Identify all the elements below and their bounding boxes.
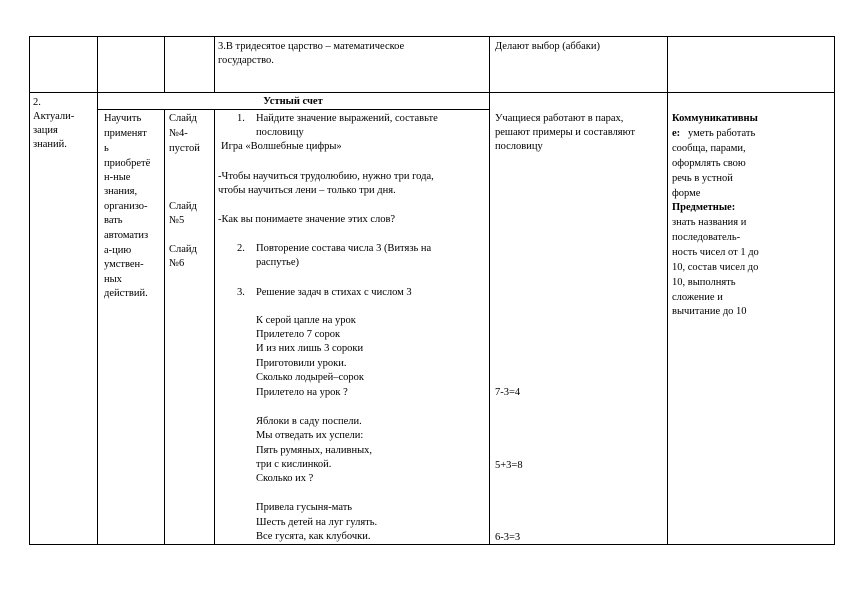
poem-line: Прилетело 7 сорок bbox=[256, 329, 341, 340]
poem-line: три с кислинкой. bbox=[256, 459, 332, 470]
poem-line: Сколько их ? bbox=[256, 473, 314, 484]
col-line-6 bbox=[834, 36, 835, 545]
slide-label: Слайд bbox=[169, 201, 197, 212]
poem-line: К серой цапле на урок bbox=[256, 315, 356, 326]
uud-text: оформлять свою bbox=[672, 158, 746, 169]
item-text: Решение задач в стихах с числом 3 bbox=[256, 287, 412, 298]
activity-text: Делают выбор (аббаки) bbox=[495, 41, 600, 52]
item-text: пословицу bbox=[256, 127, 304, 138]
table-border-top bbox=[29, 36, 835, 37]
slide-label: Слайд bbox=[169, 244, 197, 255]
slide-label: №6 bbox=[169, 258, 185, 269]
poem-line: И из них лишь 3 сороки bbox=[256, 343, 364, 354]
item-text: Найдите значение выражений, составьте bbox=[256, 113, 438, 124]
student-activity-line: решают примеры и составляют bbox=[495, 127, 635, 138]
col-line-4 bbox=[489, 36, 490, 545]
answer-value: 6-3=3 bbox=[495, 532, 521, 543]
poem-line: Приготовили уроки. bbox=[256, 358, 347, 369]
uud-text: форме bbox=[672, 188, 701, 199]
uud-text: ность чисел от 1 до bbox=[672, 247, 759, 258]
uud-text: уметь работать bbox=[688, 128, 756, 139]
uud-text: знать названия и bbox=[672, 217, 747, 228]
poem-line: Все гусята, как клубочки. bbox=[256, 531, 371, 542]
goal-line: приобретё bbox=[104, 158, 151, 169]
poem-line: Привела гусыня-мать bbox=[256, 502, 353, 513]
goal-line: а-цию bbox=[104, 245, 132, 256]
col-line-1 bbox=[97, 36, 98, 545]
goal-line: ных bbox=[104, 274, 122, 285]
game-title: Игра «Волшебные цифры» bbox=[221, 141, 342, 152]
goal-line: Научить bbox=[104, 113, 142, 124]
uud-text: вычитание до 10 bbox=[672, 306, 747, 317]
answer-value: 7-3=4 bbox=[495, 387, 521, 398]
col-line-3 bbox=[214, 36, 215, 93]
answer-value: 5+3=8 bbox=[495, 460, 523, 471]
uud-text: последователь- bbox=[672, 232, 741, 243]
proverb-line: чтобы научиться лени – только три дня. bbox=[218, 185, 396, 196]
goal-line: действий. bbox=[104, 288, 148, 299]
goal-line: знания, bbox=[104, 186, 138, 197]
stage-label: зация bbox=[33, 125, 58, 136]
stage-text-line: 3.В тридесятое царство – математическое bbox=[218, 41, 405, 52]
stage-label: 2. bbox=[33, 97, 41, 108]
col-line-2 bbox=[164, 36, 165, 93]
uud-heading: Коммуникативны bbox=[672, 113, 758, 124]
col-line-3b bbox=[214, 109, 215, 545]
col-line-5 bbox=[667, 36, 668, 545]
slide-label: №4- bbox=[169, 128, 188, 139]
stage-label: Актуали- bbox=[33, 111, 75, 122]
goal-line: автоматиз bbox=[104, 230, 149, 241]
poem-line: Пять румяных, наливных, bbox=[256, 445, 373, 456]
poem-line: Сколько лодырей–сорок bbox=[256, 372, 365, 383]
poem-line: Яблоки в саду поспели. bbox=[256, 416, 362, 427]
uud-text: 10, состав чисел до bbox=[672, 262, 759, 273]
title-row-divider bbox=[97, 109, 489, 110]
goal-line: вать bbox=[104, 215, 123, 226]
poem-line: Шесть детей на луг гулять. bbox=[256, 517, 378, 528]
slide-label: Слайд bbox=[169, 113, 197, 124]
student-activity-line: Учащиеся работают в парах, bbox=[495, 113, 624, 124]
goal-line: ь bbox=[104, 143, 109, 154]
table-border-bottom bbox=[29, 544, 835, 545]
poem-line: Мы отведать их успели: bbox=[256, 430, 364, 441]
stage-text-line: государство. bbox=[218, 55, 274, 66]
item-number: 1. bbox=[237, 113, 245, 124]
section-title: Устный счет bbox=[263, 96, 323, 107]
table-row-divider bbox=[29, 92, 835, 93]
uud-text: сложение и bbox=[672, 292, 723, 303]
uud-text: сообща, парами, bbox=[672, 143, 746, 154]
uud-text: речь в устной bbox=[672, 173, 733, 184]
poem-line: Прилетело на урок ? bbox=[256, 387, 348, 398]
slide-label: пустой bbox=[169, 143, 200, 154]
item-text: распутье) bbox=[256, 257, 299, 268]
item-number: 3. bbox=[237, 287, 245, 298]
goal-line: организо- bbox=[104, 201, 148, 212]
item-text: Повторение состава числа 3 (Витязь на bbox=[256, 243, 432, 254]
col-line-0 bbox=[29, 36, 30, 545]
uud-heading: Предметные: bbox=[672, 202, 736, 213]
item-number: 2. bbox=[237, 243, 245, 254]
question-text: -Как вы понимаете значение этих слов? bbox=[218, 214, 396, 225]
proverb-line: -Чтобы научиться трудолюбию, нужно три года, bbox=[218, 171, 434, 182]
goal-line: применят bbox=[104, 128, 147, 139]
goal-line: н-ные bbox=[104, 172, 131, 183]
stage-label: знаний. bbox=[33, 139, 67, 150]
uud-heading: е: bbox=[672, 128, 681, 139]
uud-text: 10, выполнять bbox=[672, 277, 736, 288]
student-activity-line: пословицу bbox=[495, 141, 543, 152]
col-line-2b bbox=[164, 109, 165, 545]
slide-label: №5 bbox=[169, 215, 185, 226]
goal-line: умствен- bbox=[104, 259, 144, 270]
